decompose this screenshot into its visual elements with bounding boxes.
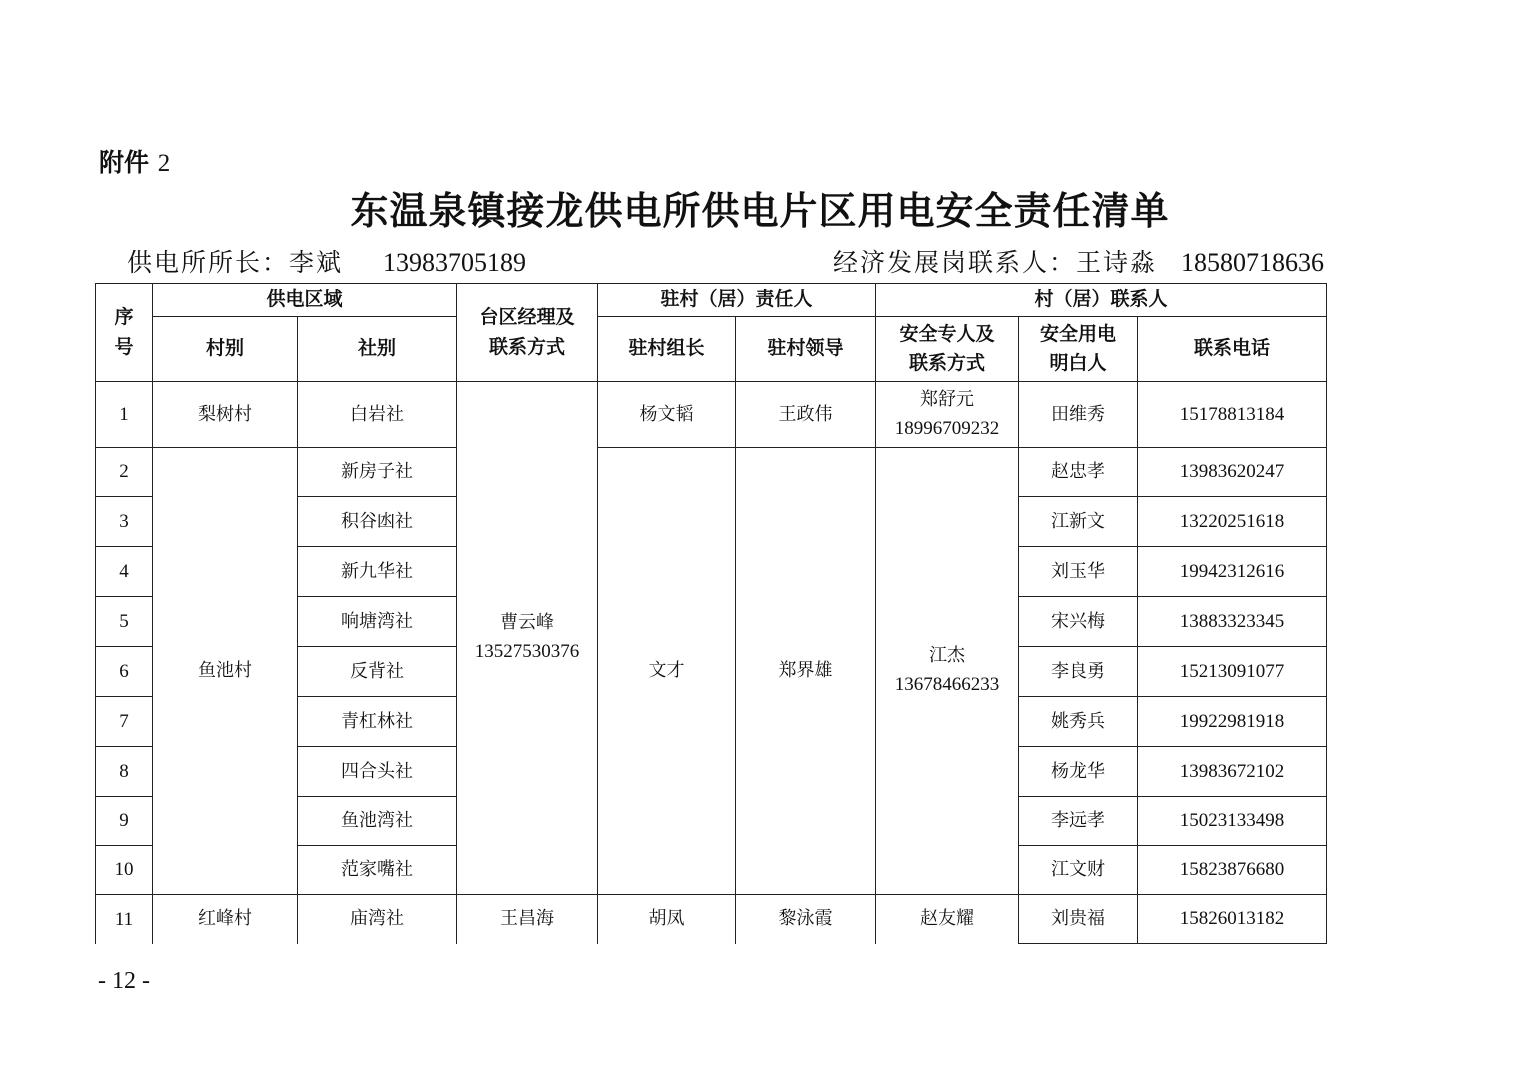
table-row bbox=[96, 382, 1327, 448]
cell-seq: 8 bbox=[96, 747, 153, 797]
table-row bbox=[96, 895, 1327, 944]
cell-person: 赵忠孝 bbox=[1019, 448, 1138, 497]
cell-seq: 3 bbox=[96, 497, 153, 547]
header-team-leader: 驻村组长 bbox=[598, 317, 736, 382]
director-label: 供电所所长： bbox=[127, 248, 290, 277]
header-village-contact: 村（居）联系人 bbox=[876, 284, 1327, 317]
contact-info bbox=[833, 243, 1324, 279]
cell-phone: 13983620247 bbox=[1138, 448, 1327, 497]
cell-person: 江文财 bbox=[1019, 846, 1138, 895]
cell-seq: 4 bbox=[96, 547, 153, 597]
director-info bbox=[127, 243, 526, 279]
cell-phone: 13983672102 bbox=[1138, 747, 1327, 797]
cell-seq: 7 bbox=[96, 697, 153, 747]
header-village: 村别 bbox=[153, 317, 298, 382]
header-aware-person: 安全用电 明白人 bbox=[1019, 317, 1138, 382]
cell-group: 范家嘴社 bbox=[298, 846, 457, 895]
cell-phone: 15823876680 bbox=[1138, 846, 1327, 895]
cell-person: 李良勇 bbox=[1019, 647, 1138, 697]
cell-phone: 19942312616 bbox=[1138, 547, 1327, 597]
cell-person: 姚秀兵 bbox=[1019, 697, 1138, 747]
cell-group: 白岩社 bbox=[298, 382, 457, 448]
cell-group: 反背社 bbox=[298, 647, 457, 697]
table-row bbox=[96, 448, 1327, 497]
cell-group: 积谷凼社 bbox=[298, 497, 457, 547]
cell-village-leader: 郑界雄 bbox=[736, 448, 876, 895]
cell-manager: 王昌海 bbox=[457, 895, 598, 944]
cell-safety: 赵友耀 bbox=[876, 895, 1019, 944]
cell-group: 新房子社 bbox=[298, 448, 457, 497]
cell-village-leader: 王政伟 bbox=[736, 382, 876, 448]
responsibility-table bbox=[95, 283, 1327, 944]
cell-village: 鱼池村 bbox=[153, 448, 298, 895]
cell-village-leader: 黎泳霞 bbox=[736, 895, 876, 944]
cell-person: 李远孝 bbox=[1019, 797, 1138, 846]
header-phone: 联系电话 bbox=[1138, 317, 1327, 382]
cell-group: 响塘湾社 bbox=[298, 597, 457, 647]
cell-group: 鱼池湾社 bbox=[298, 797, 457, 846]
cell-village: 红峰村 bbox=[153, 895, 298, 944]
cell-safety: 郑舒元 18996709232 bbox=[876, 382, 1019, 448]
cell-seq: 5 bbox=[96, 597, 153, 647]
header-manager: 台区经理及 联系方式 bbox=[457, 284, 598, 382]
header-village-leader: 驻村领导 bbox=[736, 317, 876, 382]
header-resident: 驻村（居）责任人 bbox=[598, 284, 876, 317]
header-safety: 安全专人及 联系方式 bbox=[876, 317, 1019, 382]
header-group: 社别 bbox=[298, 317, 457, 382]
cell-seq: 2 bbox=[96, 448, 153, 497]
contact-label: 经济发展岗联系人： bbox=[832, 248, 1076, 277]
cell-group: 青杠林社 bbox=[298, 697, 457, 747]
document-title: 东温泉镇接龙供电所供电片区用电安全责任清单 bbox=[350, 188, 1170, 233]
attachment-number: 2 bbox=[157, 150, 171, 177]
cell-group: 新九华社 bbox=[298, 547, 457, 597]
attachment-text: 附件 bbox=[99, 148, 150, 177]
contact-phone: 18580718636 bbox=[1181, 248, 1324, 277]
contact-name: 王诗淼 bbox=[1075, 248, 1157, 277]
cell-manager: 曹云峰 13527530376 bbox=[457, 382, 598, 895]
cell-phone: 15023133498 bbox=[1138, 797, 1327, 846]
cell-team-leader: 胡凤 bbox=[598, 895, 736, 944]
cell-person: 刘贵福 bbox=[1019, 895, 1138, 944]
cell-phone: 15178813184 bbox=[1138, 382, 1327, 448]
cell-phone: 15213091077 bbox=[1138, 647, 1327, 697]
cell-person: 江新文 bbox=[1019, 497, 1138, 547]
cell-seq: 11 bbox=[96, 895, 153, 944]
cell-phone: 15826013182 bbox=[1138, 895, 1327, 944]
header-seq: 序 号 bbox=[96, 284, 153, 382]
cell-team-leader: 杨文韬 bbox=[598, 382, 736, 448]
cell-phone: 13220251618 bbox=[1138, 497, 1327, 547]
cell-person: 田维秀 bbox=[1019, 382, 1138, 448]
cell-phone: 19922981918 bbox=[1138, 697, 1327, 747]
cell-seq: 1 bbox=[96, 382, 153, 448]
cell-seq: 10 bbox=[96, 846, 153, 895]
cell-group: 庙湾社 bbox=[298, 895, 457, 944]
director-phone: 13983705189 bbox=[383, 248, 527, 277]
cell-person: 杨龙华 bbox=[1019, 747, 1138, 797]
header-supply-area: 供电区域 bbox=[153, 284, 457, 317]
cell-phone: 13883323345 bbox=[1138, 597, 1327, 647]
cell-seq: 9 bbox=[96, 797, 153, 846]
cell-village: 梨树村 bbox=[153, 382, 298, 448]
cell-person: 刘玉华 bbox=[1019, 547, 1138, 597]
cell-safety: 江杰 13678466233 bbox=[876, 448, 1019, 895]
cell-team-leader: 文才 bbox=[598, 448, 736, 895]
cell-group: 四合头社 bbox=[298, 747, 457, 797]
cell-seq: 6 bbox=[96, 647, 153, 697]
cell-person: 宋兴梅 bbox=[1019, 597, 1138, 647]
director-name: 李斌 bbox=[289, 248, 344, 277]
page-number: - 12 - bbox=[98, 968, 150, 994]
attachment-label bbox=[99, 143, 170, 179]
